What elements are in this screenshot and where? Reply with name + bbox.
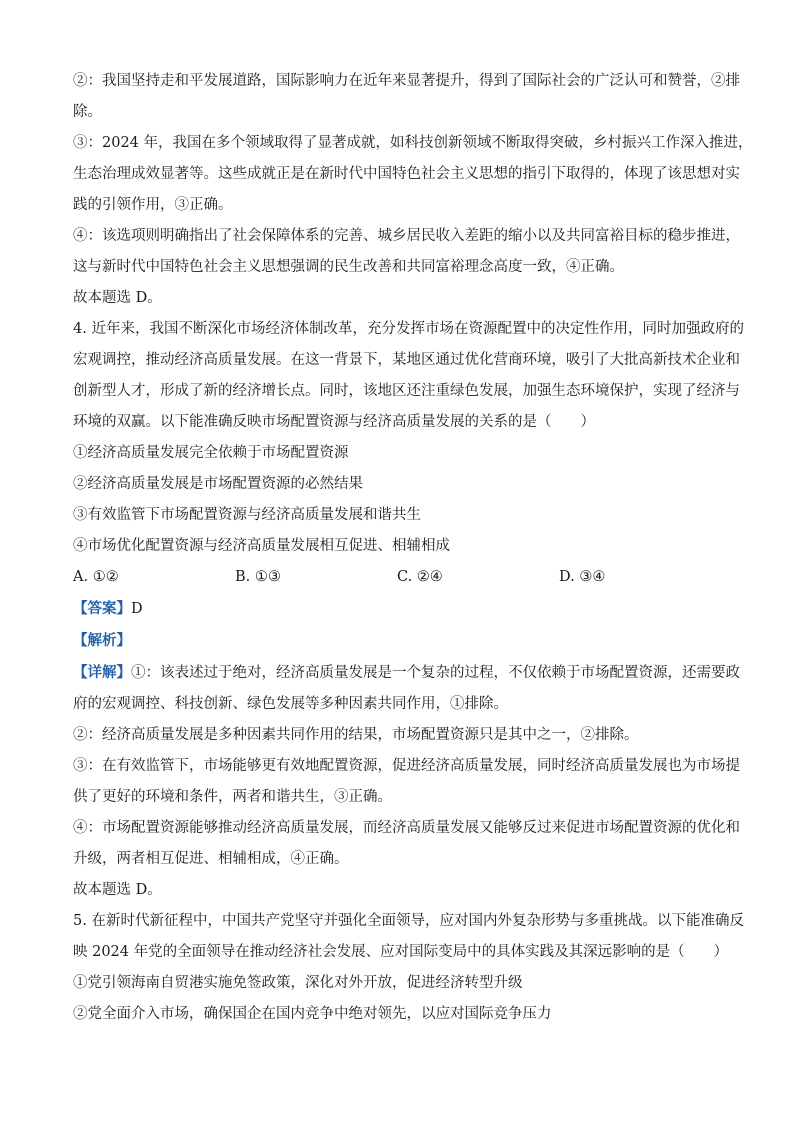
statement-item: ②党全面介入市场，确保国企在国内竞争中绝对领先，以应对国际竞争压力	[73, 1006, 552, 1022]
statement-item: ①党引领海南自贸港实施免签政策，深化对外开放，促进经济转型升级	[73, 975, 523, 991]
option-c: C. ②④	[397, 569, 443, 585]
detail-text: ①：该表述过于绝对，经济高质量发展是一个复杂的过程，不仅依赖于市场配置资源，还需要政	[131, 665, 740, 681]
detail-line	[73, 657, 740, 689]
text-line: 践的引领作用，③正确。	[73, 197, 233, 213]
text-line: 故本题选 D。	[73, 290, 162, 306]
option-d: D. ③④	[559, 569, 606, 585]
question-4-line: 创新型人才，形成了新的经济增长点。同时，该地区还注重绿色发展，加强生态环境保护，实现了经济与	[73, 383, 740, 399]
question-4-line: 环境的双赢。以下能准确反映市场配置资源与经济高质量发展的关系的是（ ）	[73, 414, 595, 430]
answer-label: 【答案】	[73, 600, 131, 617]
analysis-line	[73, 625, 723, 657]
question-4-line: 4. 近年来，我国不断深化市场经济体制改革，充分发挥市场在资源配置中的决定性作用，同时加强政府的	[73, 321, 744, 337]
question-5-line: 映 2024 年党的全面领导在推动经济社会发展、应对国际变局中的具体实践及其深远影响的是（ ）	[73, 944, 729, 960]
text-line: ③：在有效监管下，市场能够更有效地配置资源，促进经济高质量发展，同时经济高质量发展也为市场提	[73, 758, 740, 774]
answer-line	[73, 593, 723, 625]
question-4-line: 宏观调控，推动经济高质量发展。在这一背景下，某地区通过优化营商环境，吸引了大批高新技术企业和	[73, 352, 740, 368]
text-line: 这与新时代中国特色社会主义思想强调的民生改善和共同富裕理念高度一致，④正确。	[73, 259, 624, 275]
statement-item: ④市场优化配置资源与经济高质量发展相互促进、相辅相成	[73, 538, 450, 554]
analysis-label: 【解析】	[73, 632, 131, 649]
text-line: 除。	[73, 104, 102, 120]
text-line: ③：2024 年，我国在多个领域取得了显著成就，如科技创新领域不断取得突破，乡村振兴工作深入推进，	[73, 135, 753, 151]
text-line: 供了更好的环境和条件，两者和谐共生，③正确。	[73, 789, 392, 805]
text-line: ④：市场配置资源能够推动经济高质量发展，而经济高质量发展又能够反过来促进市场配置资源的优化和	[73, 820, 740, 836]
text-line: 生态治理成效显著等。这些成就正是在新时代中国特色社会主义思想的指引下取得的，体现了该思想对实	[73, 166, 740, 182]
text-line: 故本题选 D。	[73, 882, 162, 898]
text-line: ④：该选项则明确指出了社会保障体系的完善、城乡居民收入差距的缩小以及共同富裕目标的稳步推进，	[73, 228, 740, 244]
statement-item: ①经济高质量发展完全依赖于市场配置资源	[73, 445, 349, 461]
options-row	[73, 562, 723, 593]
statement-item: ③有效监管下市场配置资源与经济高质量发展和谐共生	[73, 507, 421, 523]
detail-label: 【详解】	[73, 664, 131, 681]
text-line: ②：我国坚持走和平发展道路，国际影响力在近年来显著提升，得到了国际社会的广泛认可和赞誉，②排	[73, 73, 740, 89]
document-page	[73, 66, 753, 1030]
question-5-line: 5. 在新时代新征程中，中国共产党坚守并强化全面领导，应对国内外复杂形势与多重挑战。以下能准确反	[73, 913, 744, 929]
answer-value: D	[131, 601, 143, 617]
text-line: 府的宏观调控、科技创新、绿色发展等多种因素共同作用，①排除。	[73, 696, 508, 712]
text-line: ②：经济高质量发展是多种因素共同作用的结果，市场配置资源只是其中之一，②排除。	[73, 727, 639, 743]
option-a: A. ①②	[73, 569, 119, 585]
statement-item: ②经济高质量发展是市场配置资源的必然结果	[73, 476, 363, 492]
text-line: 升级，两者相互促进、相辅相成，④正确。	[73, 851, 349, 867]
option-b: B. ①③	[235, 569, 281, 585]
